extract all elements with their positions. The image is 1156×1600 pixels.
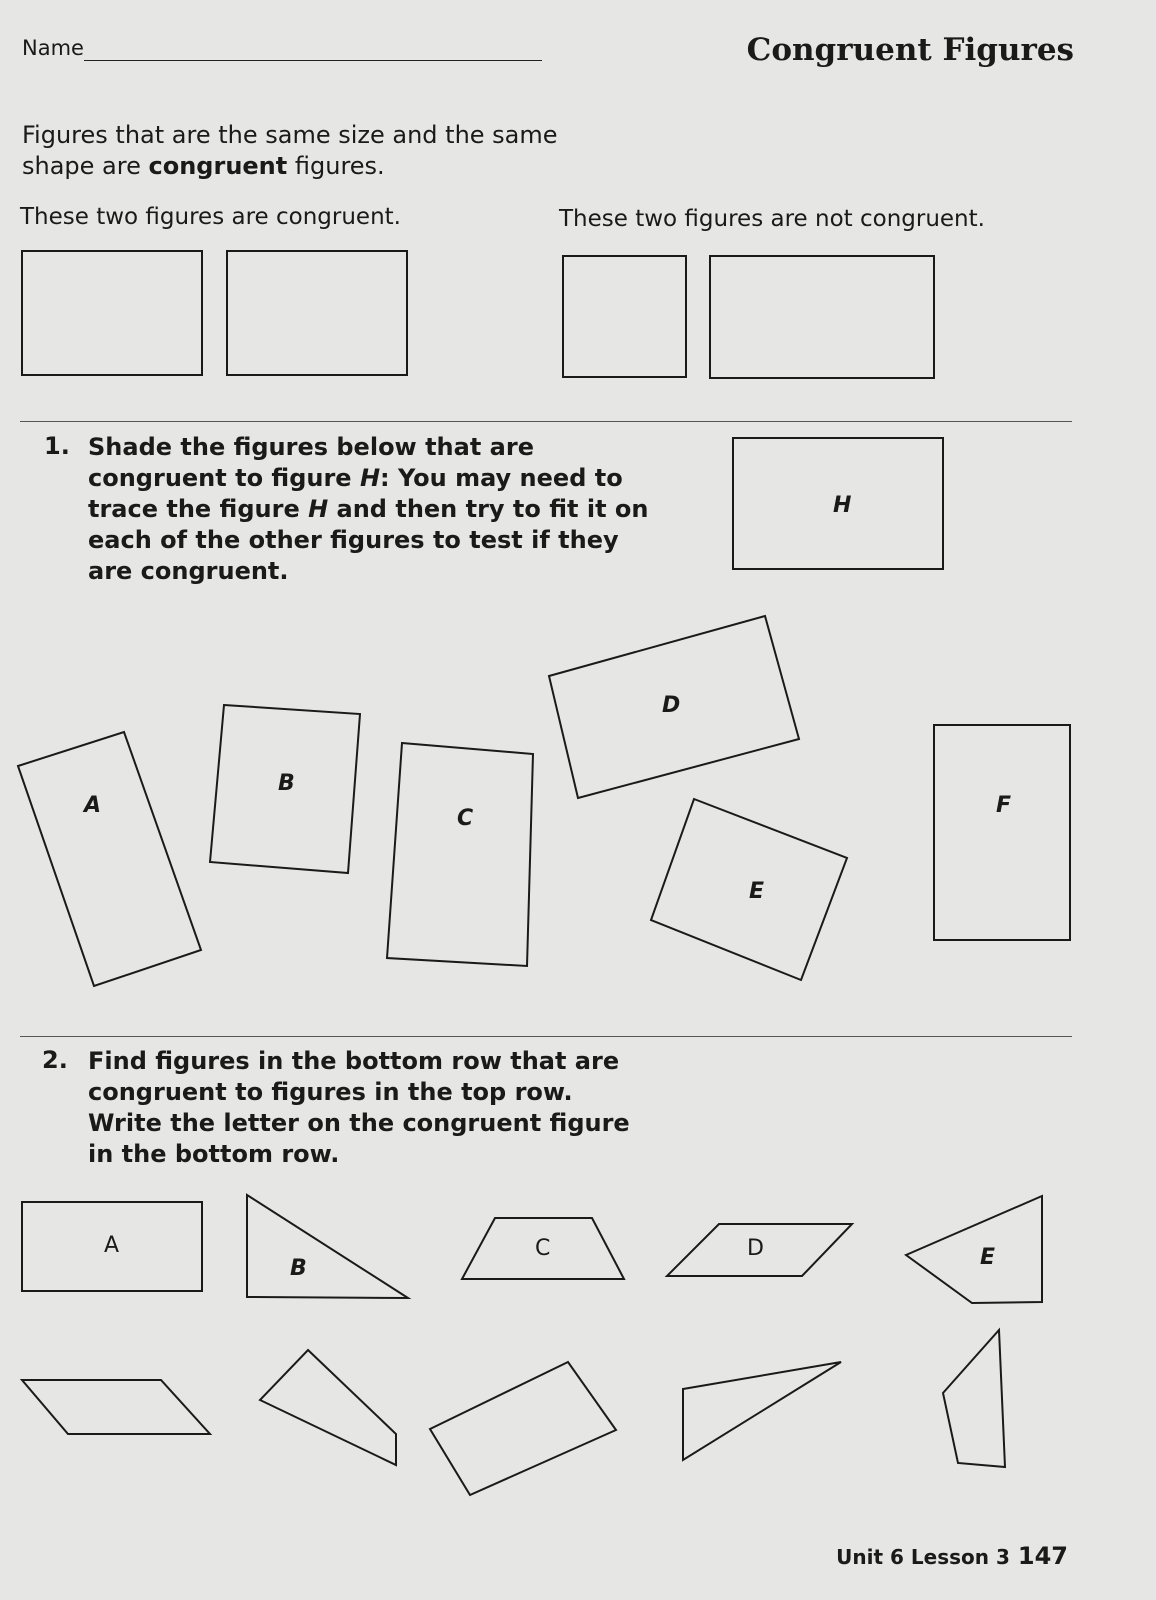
figure-c-label: C: [457, 806, 474, 831]
footer-lesson: Unit 6 Lesson 3: [836, 1545, 1010, 1569]
bottom-figure-5[interactable]: [943, 1330, 1005, 1467]
not-congruent-caption: These two figures are not congruent.: [559, 206, 985, 232]
q1-text-part-c: and then try to fit it on each of the other figures to test if they are congruent.: [88, 495, 649, 585]
q1-text-part-a: Shade the figures below that are congruent to figure: [88, 433, 534, 492]
q1-text-part-b: : You may need to trace the figure: [88, 464, 623, 523]
top-figure-b: [247, 1195, 408, 1298]
congruent-caption: These two figures are congruent.: [20, 204, 401, 230]
question-2-number: 2.: [42, 1046, 68, 1074]
bottom-figure-1[interactable]: [22, 1380, 210, 1434]
figure-f-label: F: [996, 793, 1012, 818]
figure-f[interactable]: [934, 725, 1070, 940]
congruent-example-square-2: [227, 251, 407, 375]
figure-a-label: A: [84, 793, 102, 818]
top-figure-c-label: C: [535, 1236, 551, 1261]
name-label: Name: [22, 36, 84, 60]
figure-b-label: B: [278, 771, 295, 796]
figure-a[interactable]: [18, 732, 201, 986]
top-figure-a-label: A: [104, 1233, 120, 1258]
intro-line-2-prefix: shape are: [22, 152, 149, 180]
footer-page-number: 147: [1017, 1542, 1068, 1570]
figure-c[interactable]: [387, 743, 533, 966]
intro-bold-term: congruent: [148, 152, 288, 180]
bottom-figure-4[interactable]: [683, 1362, 841, 1460]
not-congruent-example-rectangle: [710, 256, 934, 378]
intro-line-1: Figures that are the same size and the same: [22, 121, 558, 149]
top-figure-b-label: B: [290, 1256, 307, 1281]
top-figure-e: [906, 1196, 1042, 1303]
intro-line-2-suffix: figures.: [287, 152, 385, 180]
bottom-figure-2[interactable]: [260, 1350, 396, 1465]
top-figure-e-label: E: [980, 1245, 996, 1270]
figure-h-label: H: [833, 493, 852, 518]
not-congruent-example-square: [563, 256, 686, 377]
page-title: Congruent Figures: [746, 32, 1074, 68]
q1-figure-h-ref-1: H: [359, 464, 381, 492]
question-2-text: Find figures in the bottom row that are congruent to figures in the top row. Write the letter on the congruent figure in the bottom row.: [88, 1047, 630, 1168]
congruent-example-square-1: [22, 251, 202, 375]
page-footer: [836, 1542, 1068, 1570]
bottom-figure-3[interactable]: [430, 1362, 616, 1495]
question-1-number: 1.: [44, 432, 70, 460]
figure-e-label: E: [749, 879, 765, 904]
q1-figure-h-ref-2: H: [308, 495, 329, 523]
figure-d-label: D: [662, 693, 681, 718]
top-figure-d-label: D: [747, 1236, 764, 1261]
